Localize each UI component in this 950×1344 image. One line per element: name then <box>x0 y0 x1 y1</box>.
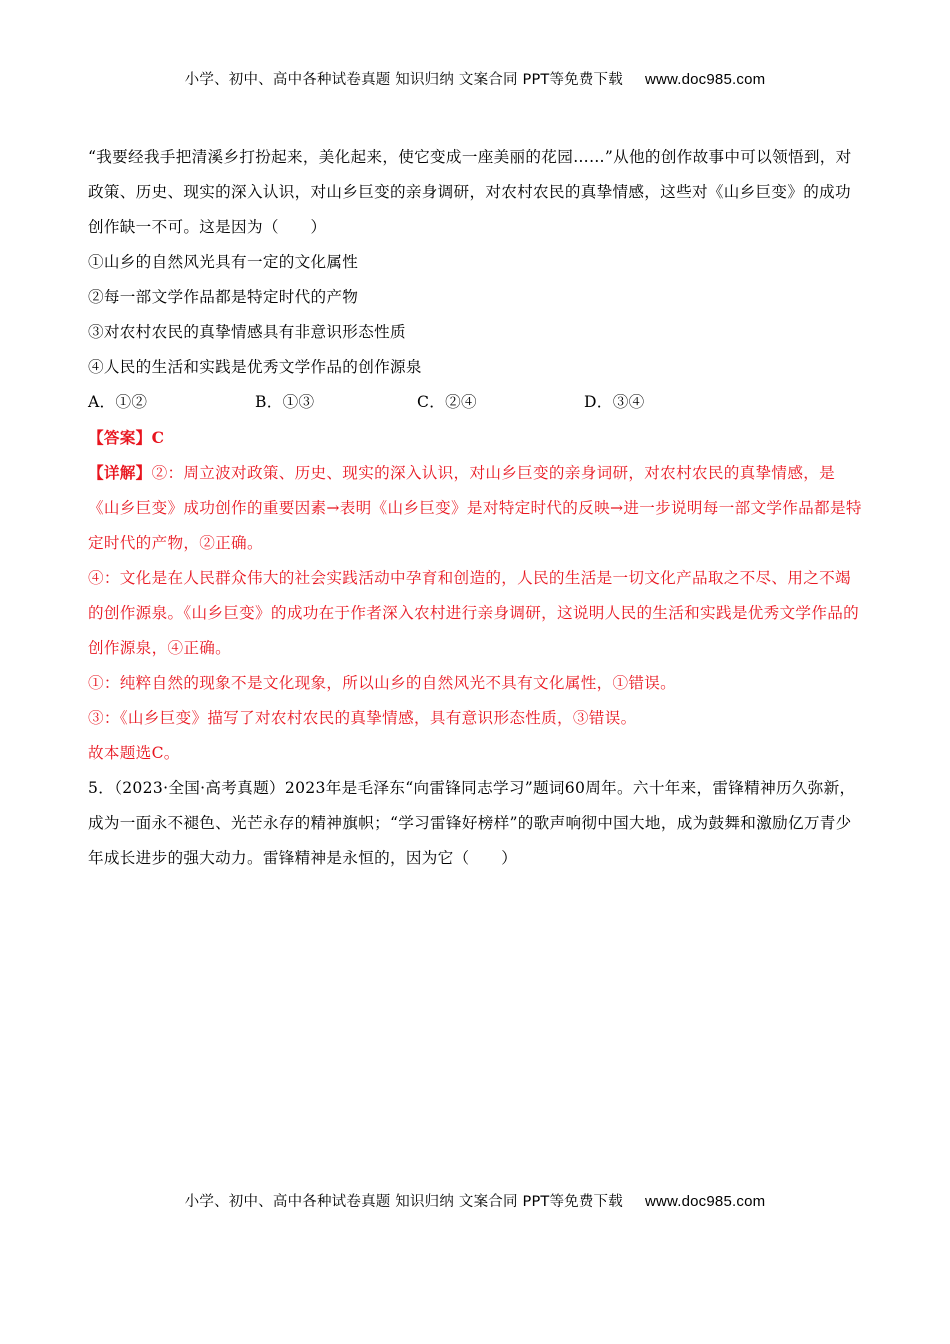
analysis-label: 【详解】 <box>88 463 152 482</box>
analysis-2: ④：文化是在人民群众伟大的社会实践活动中孕育和创造的，人民的生活是一切文化产品取之不尽、用之不竭的创作源泉。《山乡巨变》的成功在于作者深入农村进行亲身调研，这说明人民的生活和实践是优秀文学作品的创作源泉，④正确。 <box>88 569 859 657</box>
statement-1: ①山乡的自然风光具有一定的文化属性 <box>88 253 359 271</box>
statement-4: ④人民的生活和实践是优秀文学作品的创作源泉 <box>88 358 422 376</box>
footer-text: 小学、初中、高中各种试卷真题 知识归纳 文案合同 PPT等免费下载 <box>184 1194 623 1210</box>
answer-value: C <box>151 428 165 447</box>
header-site-link[interactable]: www.doc985.com <box>644 71 766 88</box>
statement-3: ③对农村农民的真挚情感具有非意识形态性质 <box>88 323 406 341</box>
option-d: D．③④ <box>584 393 645 411</box>
statement-2: ②每一部文学作品都是特定时代的产物 <box>88 288 359 306</box>
analysis-3: ①：纯粹自然的现象不是文化现象，所以山乡的自然风光不具有文化属性，①错误。 <box>88 674 677 692</box>
header-text: 小学、初中、高中各种试卷真题 知识归纳 文案合同 PPT等免费下载 <box>184 72 623 88</box>
analysis-text-1: ②：周立波对政策、历史、现实的深入认识，对山乡巨变的亲身词研，对农村农民的真挚情感，是《山乡巨变》成功创作的重要因素→表明《山乡巨变》是对特定时代的反映→进一步说明每一部文学作品都是特定时代的产物，②正确。 <box>88 464 862 552</box>
conclusion: 故本题选C。 <box>88 744 180 762</box>
answer-options <box>88 385 864 420</box>
question4-stem: “我要经我手把清溪乡打扮起来，美化起来，使它变成一座美丽的花园……”从他的创作故事中可以领悟到，对政策、历史、现实的深入认识，对山乡巨变的亲身调研，对农村农民的真挚情感，这些对《山乡巨变》的成功创作缺一不可。这是因为（ ） <box>88 148 852 236</box>
answer-label: 【答案】 <box>88 428 152 447</box>
answer-line <box>88 420 864 455</box>
page-header <box>0 68 950 89</box>
footer-site-link[interactable]: www.doc985.com <box>644 1193 766 1210</box>
analysis-4: ③：《山乡巨变》描写了对农村农民的真挚情感，具有意识形态性质，③错误。 <box>88 709 637 727</box>
analysis-1 <box>88 455 864 561</box>
option-a: A．①② <box>88 393 148 411</box>
document-body <box>88 140 864 876</box>
question5-stem: 5．（2023·全国·高考真题）2023年是毛泽东“向雷锋同志学习”题词60周年。六十年来，雷锋精神历久弥新，成为一面永不褪色、光芒永存的精神旗帜；“学习雷锋好榜样”的歌声响彻中国大地，成为鼓舞和激励亿万青少年成长进步的强大动力。雷锋精神是永恒的，因为它（ ） <box>88 779 856 867</box>
option-b: B．①③ <box>255 393 315 411</box>
option-c: C．②④ <box>417 393 477 411</box>
page-footer <box>0 1190 950 1211</box>
